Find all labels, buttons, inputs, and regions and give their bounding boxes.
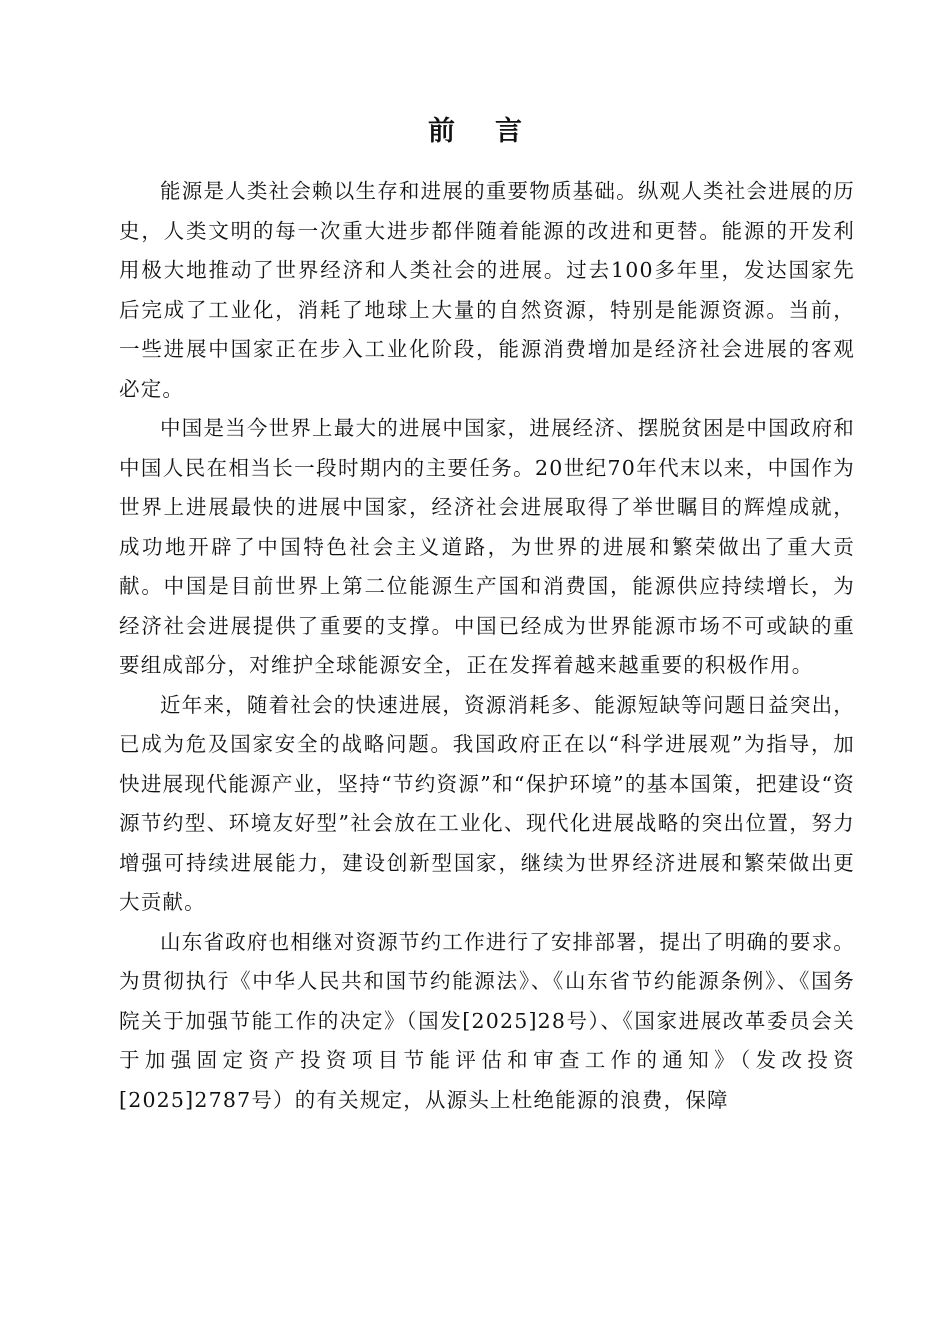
paragraph-4: 山东省政府也相继对资源节约工作进行了安排部署，提出了明确的要求。为贯彻执行《中华人民共和国节约能源法》、《山东省节约能源条例》、《国务院关于加强节能工作的决定》（国发[2025]28号）、《国家进展改革委员会关于加强固定资产投资项目节能评估和审查工作的通知》（发改投资[2025]2787号）的有关规定，从源头上杜绝能源的浪费，保障	[119, 929, 855, 1112]
page-title: 前言	[428, 116, 562, 147]
document-body	[119, 172, 855, 1120]
paragraph-3: 近年来，随着社会的快速进展，资源消耗多、能源短缺等问题日益突出，已成为危及国家安全的战略问题。我国政府正在以“科学进展观”为指导，加快进展现代能源产业，坚持“节约资源”和“保护环境”的基本国策，把建设“资源节约型、环境友好型”社会放在工业化、现代化进展战略的突出位置，努力增强可持续进展能力，建设创新型国家，继续为世界经济进展和繁荣做出更大贡献。	[119, 692, 855, 914]
paragraph-2: 中国是当今世界上最大的进展中国家，进展经济、摆脱贫困是中国政府和中国人民在相当长一段时期内的主要任务。20世纪70年代末以来，中国作为世界上进展最快的进展中国家，经济社会进展取得了举世瞩目的辉煌成就，成功地开辟了中国特色社会主义道路，为世界的进展和繁荣做出了重大贡献。中国是目前世界上第二位能源生产国和消费国，能源供应持续增长，为经济社会进展提供了重要的支撑。中国已经成为世界能源市场不可或缺的重要组成部分，对维护全球能源安全，正在发挥着越来越重要的积极作用。	[119, 416, 855, 677]
paragraph-1: 能源是人类社会赖以生存和进展的重要物质基础。纵观人类社会进展的历史，人类文明的每一次重大进步都伴随着能源的改进和更替。能源的开发利用极大地推动了世界经济和人类社会的进展。过去100多年里，发达国家先后完成了工业化，消耗了地球上大量的自然资源，特别是能源资源。当前，一些进展中国家正在步入工业化阶段，能源消费增加是经济社会进展的客观必定。	[119, 179, 855, 401]
